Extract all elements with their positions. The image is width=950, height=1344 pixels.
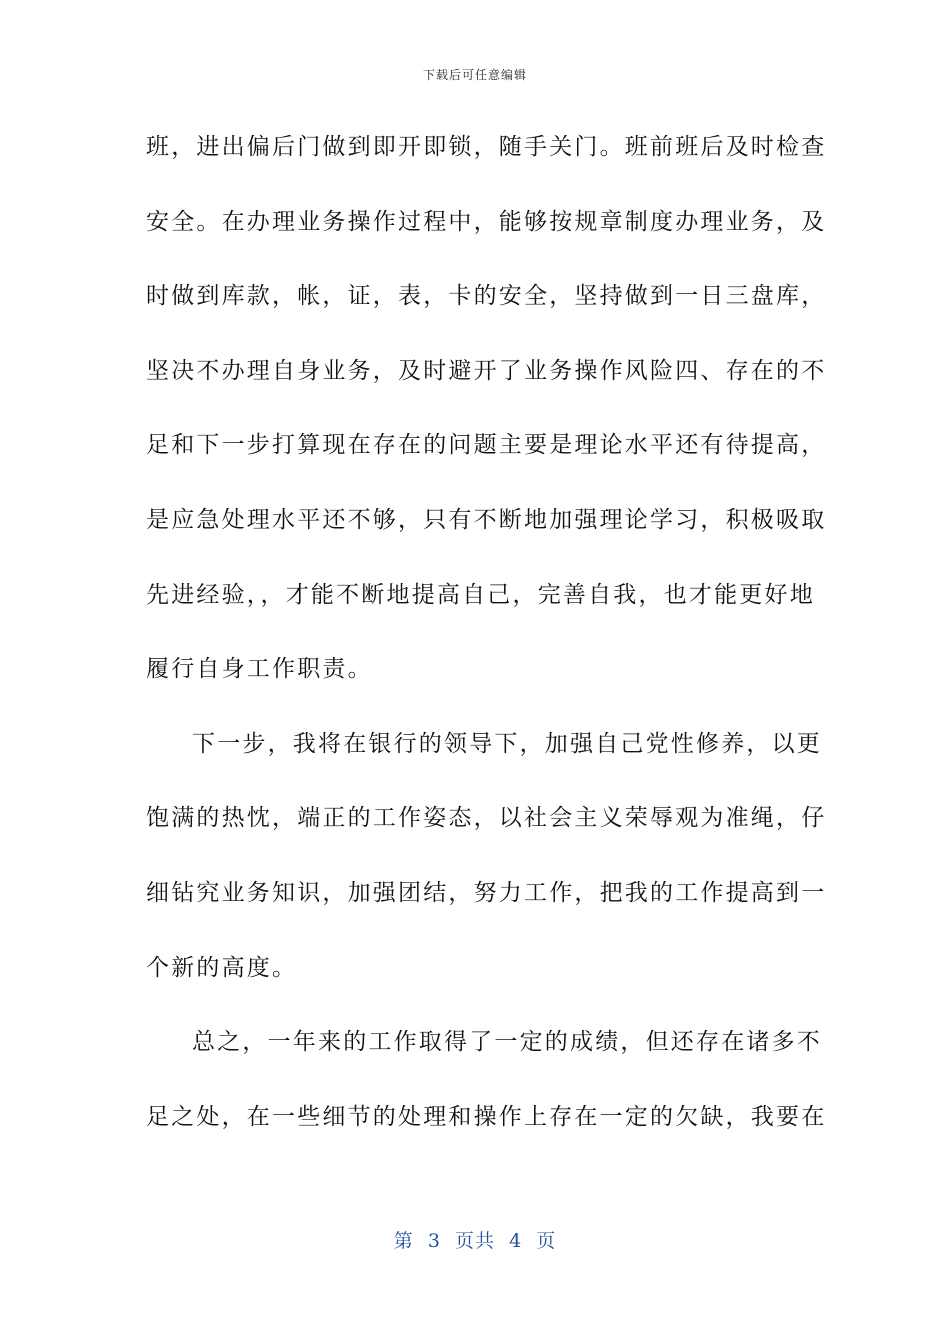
page-number-footer: 第 3 页共 4 页 bbox=[393, 1230, 557, 1252]
text-line: 班，进出偏后门做到即开即锁，随手关门。班前班后及时检查 bbox=[146, 134, 827, 160]
paragraph-start-line: 下一步，我将在银行的领导下，加强自己党性修养，以更 bbox=[192, 730, 822, 757]
paragraph-start-line: 总之，一年来的工作取得了一定的成绩，但还存在诸多不 bbox=[192, 1029, 822, 1056]
text-line: 足之处，在一些细节的处理和操作上存在一定的欠缺，我要在 bbox=[146, 1103, 827, 1130]
text-line: 个新的高度。 bbox=[146, 954, 298, 981]
text-line: 细钻究业务知识，加强团结，努力工作，把我的工作提高到一 bbox=[146, 879, 827, 906]
text-line: 是应急处理水平还不够，只有不断地加强理论学习，积极吸取 bbox=[146, 506, 827, 533]
text-line: 足和下一步打算现在存在的问题主要是理论水平还有待提高， bbox=[146, 432, 827, 459]
page-header: 下载后可任意编辑 bbox=[422, 68, 527, 82]
document-body bbox=[146, 110, 827, 1154]
text-line: 时做到库款，帐，证，表，卡的安全，坚持做到一日三盘库， bbox=[146, 283, 827, 310]
text-line: 饱满的热忱，端正的工作姿态，以社会主义荣辱观为准绳，仔 bbox=[146, 805, 827, 832]
text-line: 先进经验，，才能不断地提高自己，完善自我，也才能更好地 bbox=[146, 581, 815, 608]
text-line: 安全。在办理业务操作过程中，能够按规章制度办理业务，及 bbox=[146, 208, 827, 235]
text-line: 履行自身工作职责。 bbox=[146, 656, 373, 683]
text-line: 坚决不办理自身业务，及时避开了业务操作风险四、存在的不 bbox=[146, 357, 827, 384]
